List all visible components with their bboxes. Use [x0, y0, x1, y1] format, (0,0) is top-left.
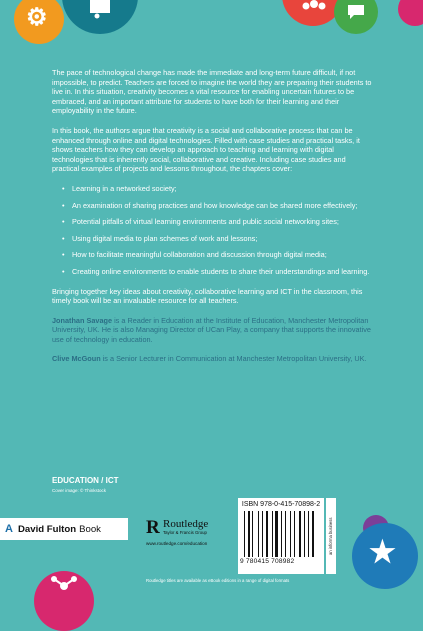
barcode-bar [272, 511, 273, 557]
list-item: • Using digital media to plan schemes of work and lessons; [52, 234, 374, 244]
barcode-bars [244, 511, 318, 557]
back-cover-text [52, 68, 374, 374]
barcode [238, 498, 324, 574]
barcode-bar [248, 511, 250, 557]
author-2-bio [52, 354, 374, 364]
author-name: Clive McGoun [52, 354, 101, 364]
star-circle [352, 523, 418, 589]
barcode-bar [312, 511, 314, 557]
author-name: Jonathan Savage [52, 315, 113, 325]
list-item: • How to facilitate meaningful collaboration and discussion through digital media; [52, 250, 374, 260]
david-fulton-suffix: Book [79, 523, 101, 535]
presenter-circle [62, 0, 138, 34]
network-circle [34, 571, 94, 631]
star-icon: ★ [369, 536, 396, 569]
list-item: • Potential pitfalls of virtual learning environments and public social networking sites; [52, 217, 374, 227]
network-icon [49, 574, 79, 596]
cover-credit: Cover image: © Thinkstock [52, 488, 107, 493]
barcode-bar [290, 511, 291, 557]
list-item: • An examination of sharing practices and how knowledge can be shared more effectively; [52, 201, 374, 211]
barcode-bar [285, 511, 286, 557]
author-bio-text: is a Senior Lecturer in Communication at Manchester Metropolitan University, UK. [102, 354, 367, 364]
david-fulton-name: David Fulton [18, 523, 77, 535]
routledge-name: Routledge [163, 518, 209, 530]
barcode-bar [281, 511, 282, 557]
barcode-bar [304, 511, 305, 557]
barcode-bar [244, 511, 245, 557]
barcode-bar [262, 511, 263, 557]
ebook-note: Routledge titles are available as eBook editions in a range of digital formats [146, 578, 290, 583]
david-fulton-logo [0, 518, 128, 540]
routledge-logo [146, 516, 236, 550]
author-1-bio [52, 316, 374, 345]
chapter-list [52, 184, 374, 277]
informa-strip: an informa business [326, 498, 336, 574]
author-bio-text: is a Reader in Education at the Institute of Education, Manchester Metropolitan University, UK. He is also Managing Director of UCan Play, a company that supports the innovative use of technology in education. [52, 315, 371, 344]
presenter-icon [88, 0, 114, 22]
gear-icon: ⚙ [26, 4, 48, 31]
chat-icon [347, 4, 365, 20]
gear-circle [14, 0, 64, 44]
barcode-bar [258, 511, 259, 557]
pink-circle-top [398, 0, 423, 26]
barcode-bar [299, 511, 301, 557]
routledge-r-icon: R [146, 517, 160, 538]
list-item: • Learning in a networked society; [52, 184, 374, 194]
barcode-bar [252, 511, 253, 557]
barcode-bar [294, 511, 295, 557]
subject-category: EDUCATION / ICT [52, 476, 119, 485]
description-paragraph: The pace of technological change has made the immediate and long-term future difficult, if not impossible, to predict. Teachers are forced to imagine the world they are preparing their students to live in. In this situation, creativity becomes a vital resource for enabling uncertain futures to be embraced, and an important attribute for students to have both for their learning and their employability in the future. [52, 68, 372, 116]
david-fulton-a-mark: A [5, 523, 13, 535]
barcode-digits: 9 780415 708982 [240, 558, 295, 565]
routledge-url: www.routledge.com/education [146, 541, 208, 546]
barcode-bar [275, 511, 278, 557]
barcode-bar [266, 511, 268, 557]
isbn-number: ISBN 978-0-415-70898-2 [241, 501, 321, 508]
list-item: • Creating online environments to enable students to share their understandings and learning. [52, 267, 374, 277]
chat-circle [334, 0, 378, 34]
argument-paragraph: In this book, the authors argue that creativity is a social and collaborative process that can be enhanced through online and digital technologies. Filled with case studies and practical tasks, it shows teachers how they can develop an approach to teaching and learning with digital technologies that is inherently social, collaborative and creative. Including case studies and practical examples of projects and lessons throughout, the chapters cover: [52, 125, 360, 174]
barcode-bar [308, 511, 309, 557]
people-icon [298, 0, 330, 18]
routledge-group: Taylor & Francis Group [163, 530, 207, 535]
closing-paragraph: Bringing together key ideas about creativity, collaborative learning and ICT in the classroom, this timely book will be an invaluable resource for all teachers. [52, 286, 363, 306]
